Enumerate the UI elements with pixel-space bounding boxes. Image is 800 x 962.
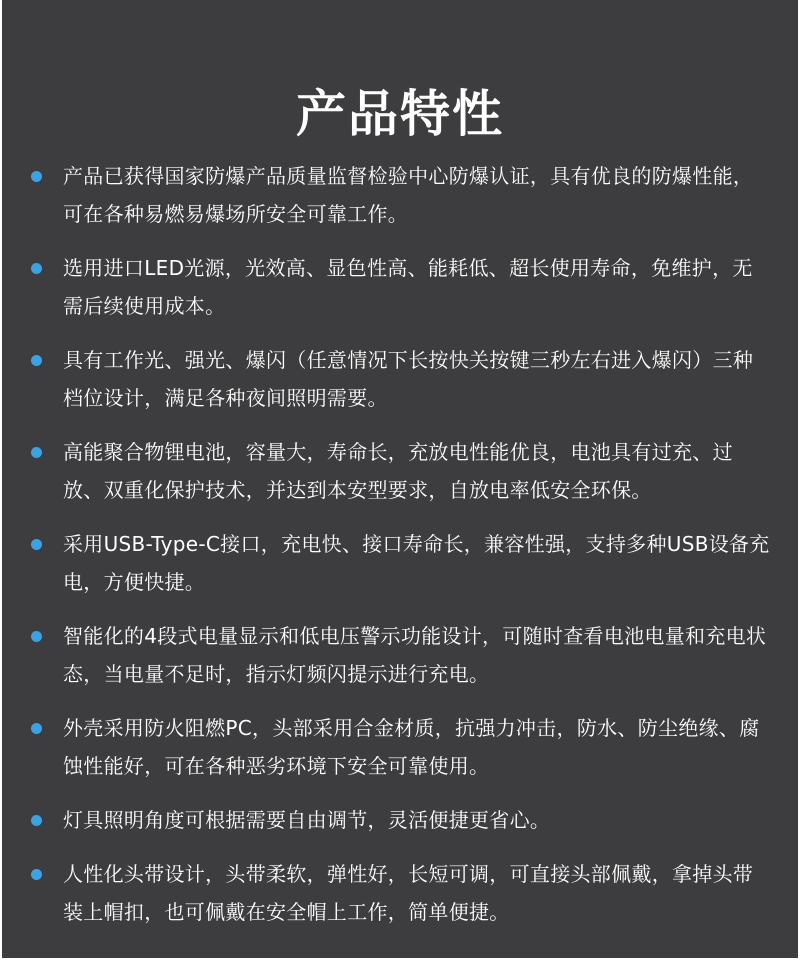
feature-panel (2, 0, 798, 958)
bullet-dot-icon (31, 815, 42, 826)
feature-text: 采用USB-Type-C接口，充电快、接口寿命长，兼容性强，支持多种USB设备充电，方便快捷。 (63, 532, 770, 594)
feature-text: 产品已获得国家防爆产品质量监督检验中心防爆认证，具有优良的防爆性能，可在各种易燃易爆场所安全可靠工作。 (63, 164, 754, 226)
feature-text: 具有工作光、强光、爆闪（任意情况下长按快关按键三秒左右进入爆闪）三种档位设计，满足各种夜间照明需要。 (63, 348, 754, 410)
feature-item (2, 525, 798, 601)
feature-text: 外壳采用防火阻燃PC，头部采用合金材质，抗强力冲击，防水、防尘绝缘、腐蚀性能好，可在各种恶劣环境下安全可靠使用。 (63, 716, 760, 778)
feature-text: 人性化头带设计，头带柔软，弹性好，长短可调，可直接头部佩戴，拿掉头带装上帽扣，也可佩戴在安全帽上工作，简单便捷。 (63, 862, 754, 924)
feature-item (2, 249, 798, 325)
page-title: 产品特性 (296, 84, 504, 143)
bullet-dot-icon (31, 869, 42, 880)
feature-text: 选用进口LED光源，光效高、显色性高、能耗低、超长使用寿命，免维护，无需后续使用成本。 (63, 256, 753, 318)
feature-item (2, 341, 798, 417)
bullet-dot-icon (31, 539, 42, 550)
bullet-dot-icon (31, 447, 42, 458)
feature-item (2, 617, 798, 693)
bullet-dot-icon (31, 355, 42, 366)
bullet-dot-icon (31, 263, 42, 274)
bullet-dot-icon (31, 723, 42, 734)
feature-item (2, 801, 798, 839)
feature-text: 灯具照明角度可根据需要自由调节，灵活便捷更省心。 (63, 808, 551, 832)
feature-item (2, 855, 798, 931)
feature-item (2, 709, 798, 785)
bullet-dot-icon (31, 631, 42, 642)
feature-list (2, 157, 798, 947)
feature-text: 高能聚合物锂电池，容量大，寿命长，充放电性能优良，电池具有过充、过放、双重化保护技术，并达到本安型要求，自放电率低安全环保。 (63, 440, 733, 502)
feature-item (2, 433, 798, 509)
feature-item (2, 157, 798, 233)
bullet-dot-icon (31, 171, 42, 182)
feature-text: 智能化的4段式电量显示和低电压警示功能设计，可随时查看电池电量和充电状态，当电量不足时，指示灯频闪提示进行充电。 (63, 624, 767, 686)
